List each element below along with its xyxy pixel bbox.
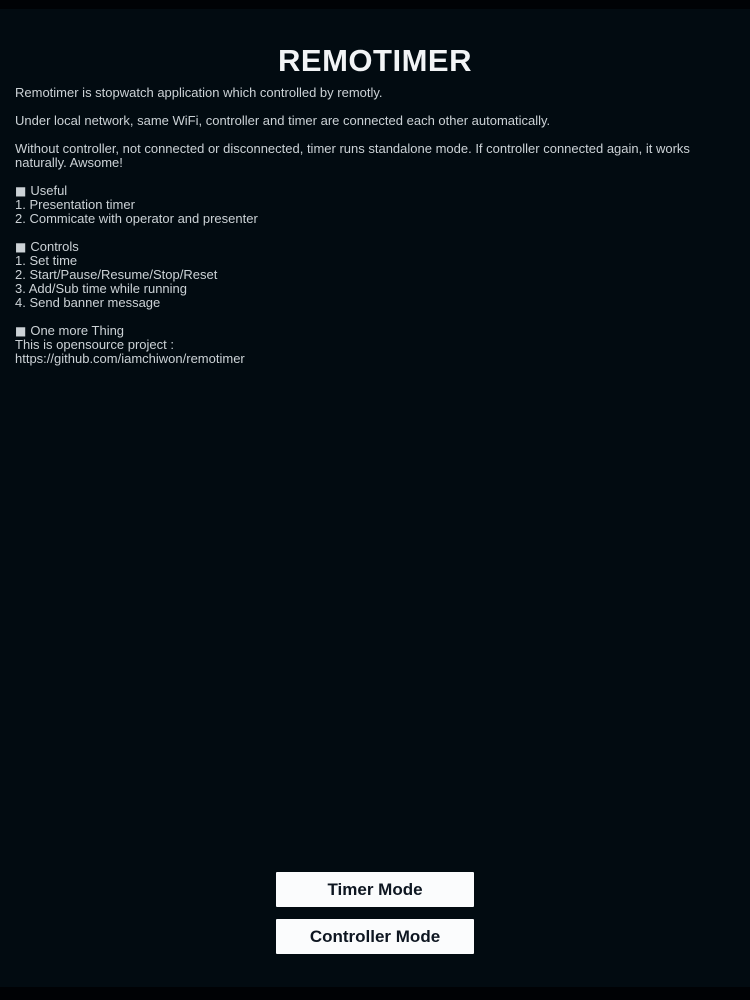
description-block bbox=[15, 86, 735, 380]
square-bullet-icon: ■ bbox=[15, 240, 27, 254]
list-item: 2. Commicate with operator and presenter bbox=[15, 211, 258, 226]
page-title: REMOTIMER bbox=[278, 42, 472, 78]
screen-top-edge bbox=[0, 0, 750, 9]
list-item: 1. Set time bbox=[15, 253, 78, 268]
list-item: 1. Presentation timer bbox=[15, 197, 135, 212]
intro-paragraph-3: Without controller, not connected or disconnected, timer runs standalone mode. If controller connected again, it works naturally. Awsome! bbox=[15, 141, 690, 170]
section-heading-useful: Useful bbox=[30, 183, 68, 198]
screen-bottom-edge bbox=[0, 987, 750, 1000]
opensource-note: This is opensource project : bbox=[15, 337, 174, 352]
square-bullet-icon: ■ bbox=[15, 324, 27, 338]
list-item: 3. Add/Sub time while running bbox=[15, 281, 187, 296]
section-useful bbox=[15, 184, 735, 226]
section-one-more-thing bbox=[15, 324, 735, 366]
section-controls bbox=[15, 240, 735, 310]
list-item: 4. Send banner message bbox=[15, 295, 161, 310]
timer-mode-button[interactable]: Timer Mode bbox=[276, 872, 474, 907]
controller-mode-button[interactable]: Controller Mode bbox=[276, 919, 474, 954]
github-url-text: https://github.com/iamchiwon/remotimer bbox=[15, 351, 245, 366]
section-heading-one-more-thing: One more Thing bbox=[30, 323, 125, 338]
list-item: 2. Start/Pause/Resume/Stop/Reset bbox=[15, 267, 218, 282]
section-heading-controls: Controls bbox=[30, 239, 79, 254]
intro-paragraph-1: Remotimer is stopwatch application which controlled by remotly. bbox=[15, 85, 383, 100]
square-bullet-icon: ■ bbox=[15, 184, 27, 198]
intro-paragraph-2: Under local network, same WiFi, controller and timer are connected each other automatically. bbox=[15, 113, 551, 128]
